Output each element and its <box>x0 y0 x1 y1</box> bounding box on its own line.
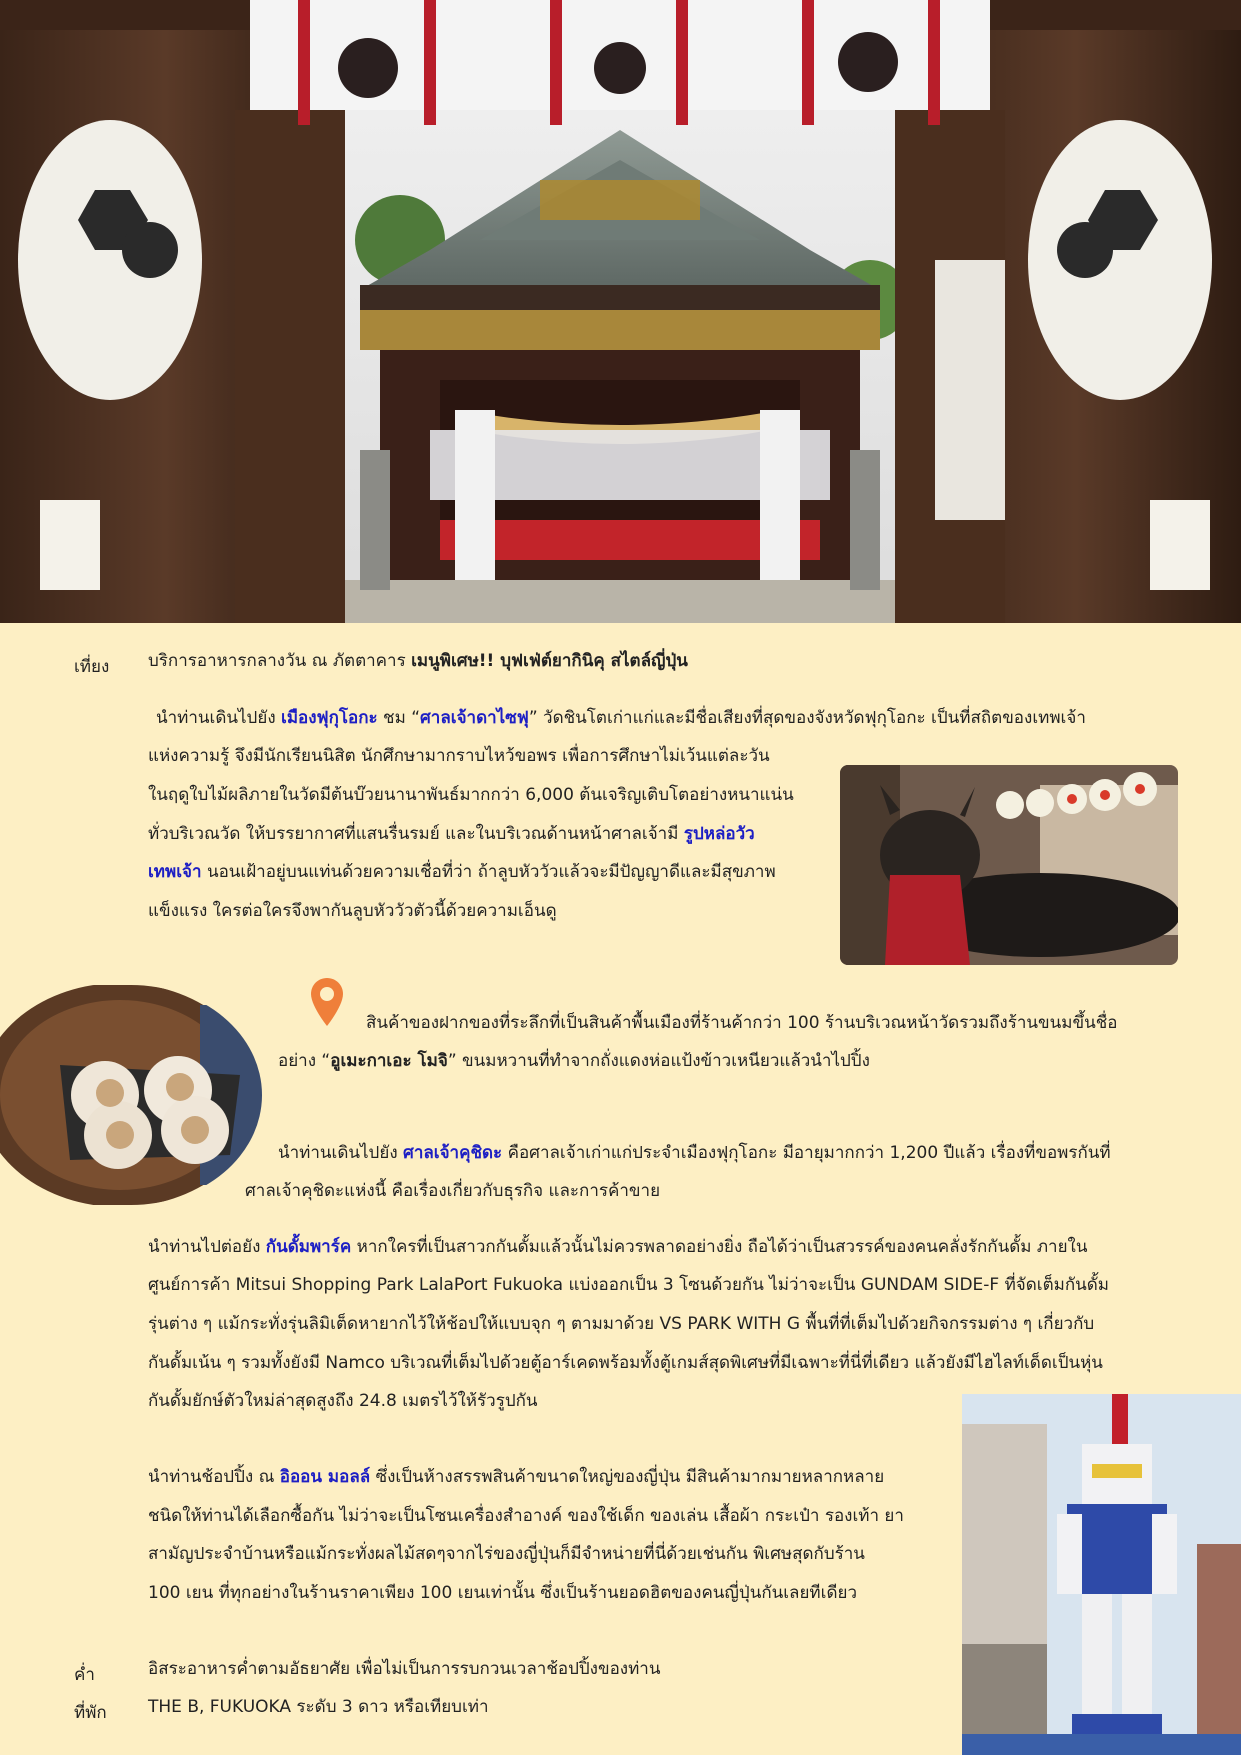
hotel-text: THE B, FUKUOKA ระดับ 3 ดาว หรือเทียบเท่า <box>148 1697 489 1717</box>
gundam-line-5: กันดั้มยักษ์ตัวใหม่ล่าสุดสูงถึง 24.8 เมตรไว้ให้รัวรูปกัน <box>148 1391 538 1411</box>
aeon-mall-link: อิออน มอลล์ <box>279 1467 371 1487</box>
aeon-line-1: นำท่านช้อปปิ้ง ณ อิออน มอลล์ ซึ่งเป็นห้างสรรพสินค้าขนาดใหญ่ของญี่ปุ่น มีสินค้ามากมายหลากหลาย <box>148 1467 885 1487</box>
hero-shrine-photo <box>0 0 1241 623</box>
ox-statue-photo <box>840 765 1178 965</box>
dazaifu-line-1: นำท่านเดินไปยัง เมืองฟุกุโอกะ ชม “ศาลเจ้าดาไซฟุ” วัดชินโตเก่าแก่และมีชื่อเสียงที่สุดของจังหวัดฟุกุโอกะ เป็นที่สถิตของเทพเจ้า <box>156 708 1086 728</box>
dazaifu-line-5: เทพเจ้า นอนเฝ้าอยู่บนแท่นด้วยความเชื่อที่ว่า ถ้าลูบหัววัวแล้วจะมีปัญญาดีและมีสุขภาพ <box>148 862 776 882</box>
dazaifu-line-2: แห่งความรู้ จึงมีนักเรียนนิสิต นักศึกษามากราบไหว้ขอพร เพื่อการศึกษาไม่เว้นแต่ละวัน <box>148 746 770 766</box>
gundam-park-link: กันดั้มพาร์ค <box>265 1237 352 1257</box>
gundam-line-2: ศูนย์การค้า Mitsui Shopping Park LalaPort Fukuoka แบ่งออกเป็น 3 โซนด้วยกัน ไม่ว่าจะเป็น GUNDAM SIDE-F ที่จัดเต็มกันดั้ม <box>148 1275 1110 1295</box>
lunch-text: บริการอาหารกลางวัน ณ ภัตตาคาร เมนูพิเศษ!! บุฟเฟ่ต์ยากินิคุ สไตล์ญี่ปุ่น <box>148 651 688 671</box>
mochi-photo <box>0 985 262 1205</box>
dazaifu-line-6: แข็งแรง ใครต่อใครจึงพากันลูบหัววัวตัวนี้ด้วยความเอ็นดู <box>148 901 557 921</box>
dazaifu-line-3: ในฤดูใบไม้ผลิภายในวัดมีต้นบ๊วยนานาพันธ์มากกว่า 6,000 ต้นเจริญเติบโตอย่างหนาแน่น <box>148 785 794 805</box>
kushida-line-2: ศาลเจ้าคุชิดะแห่งนี้ คือเรื่องเกี่ยวกับธุรกิจ และการค้าขาย <box>245 1181 661 1201</box>
aeon-line-4: 100 เยน ที่ทุกอย่างในร้านราคาเพียง 100 เยนเท่านั้น ซึ่งเป็นร้านยอดฮิตของคนญี่ปุ่นกันเลยทีเดียว <box>148 1583 857 1603</box>
lunch-label: เที่ยง <box>74 657 110 677</box>
kushida-shrine-link: ศาลเจ้าคุชิดะ <box>403 1143 503 1163</box>
dazaifu-line-4: ทั่วบริเวณวัด ให้บรรยากาศที่แสนรื่นรมย์ และในบริเวณด้านหน้าศาลเจ้ามี รูปหล่อวัว <box>148 824 755 844</box>
dazaifu-shrine-link: ศาลเจ้าดาไซฟุ <box>420 708 529 728</box>
fukuoka-city-link: เมืองฟุกุโอกะ <box>281 708 378 728</box>
aeon-line-3: สามัญประจำบ้านหรือแม้กระทั่งผลไม้สดๆจากไร่ของญี่ปุ่นก็มีจำหน่ายที่นี่ด้วยเช่นกัน พิเศษสุดกับร้าน <box>148 1544 865 1564</box>
gundam-line-4: กันดั้มเน้น ๆ รวมทั้งยังมี Namco บริเวณที่เต็มไปด้วยตู้อาร์เคดพร้อมทั้งตู้เกมส์สุดพิเศษที่มีเฉพาะที่นี่ที่เดียว แล้วยังมีไฮไลท์เด็ดเป็นหุ่น <box>148 1353 1103 1373</box>
souvenir-line-1: สินค้าของฝากของที่ระลึกที่เป็นสินค้าพื้นเมืองที่ร้านค้ากว่า 100 ร้านบริเวณหน้าวัดรวมถึงร้านขนมขึ้นชื่อ <box>366 1013 1118 1033</box>
aeon-line-2: ชนิดให้ท่านได้เลือกซื้อกัน ไม่ว่าจะเป็นโซนเครื่องสำอางค์ ของใช้เด็ก ของเล่น เสื้อผ้า กระเป๋า รองเท้า ยา <box>148 1506 904 1526</box>
kushida-line-1: นำท่านเดินไปยัง ศาลเจ้าคุชิดะ คือศาลเจ้าเก่าแก่ประจำเมืองฟุกุโอกะ มีอายุมากกว่า 1,200 ปีแล้ว เรื่องที่ขอพรกันที่ <box>278 1143 1111 1163</box>
souvenir-line-2: อย่าง “อูเมะกาเอะ โมจิ” ขนมหวานที่ทำจากถั่งแดงห่อแป้งข้าวเหนียวแล้วนำไปปิ้ง <box>278 1051 870 1071</box>
dinner-label: ค่ำ <box>74 1665 95 1685</box>
gundam-statue-photo <box>962 1394 1241 1755</box>
gundam-line-3: รุ่นต่าง ๆ แม้กระทั่งรุ่นลิมิเต็ดหายากไว้ให้ช้อปให้แบบจุก ๆ ตามมาด้วย VS PARK WITH G พื้นที่ที่เต็มไปด้วยกิจกรรมต่าง ๆ เกี่ยวกับ <box>148 1314 1095 1334</box>
dinner-text: อิสระอาหารค่ำตามอัธยาศัย เพื่อไม่เป็นการรบกวนเวลาช้อปปิ้งของท่าน <box>148 1659 661 1679</box>
location-pin-icon <box>311 978 343 1026</box>
gundam-line-1: นำท่านไปต่อยัง กันดั้มพาร์ค หากใครที่เป็นสาวกกันดั้มแล้วนั้นไม่ควรพลาดอย่างยิ่ง ถือได้ว่าเป็นสวรรค์ของคนคลั่งรักกันดั้ม ภายใน <box>148 1237 1088 1257</box>
hotel-label: ที่พัก <box>74 1703 107 1723</box>
